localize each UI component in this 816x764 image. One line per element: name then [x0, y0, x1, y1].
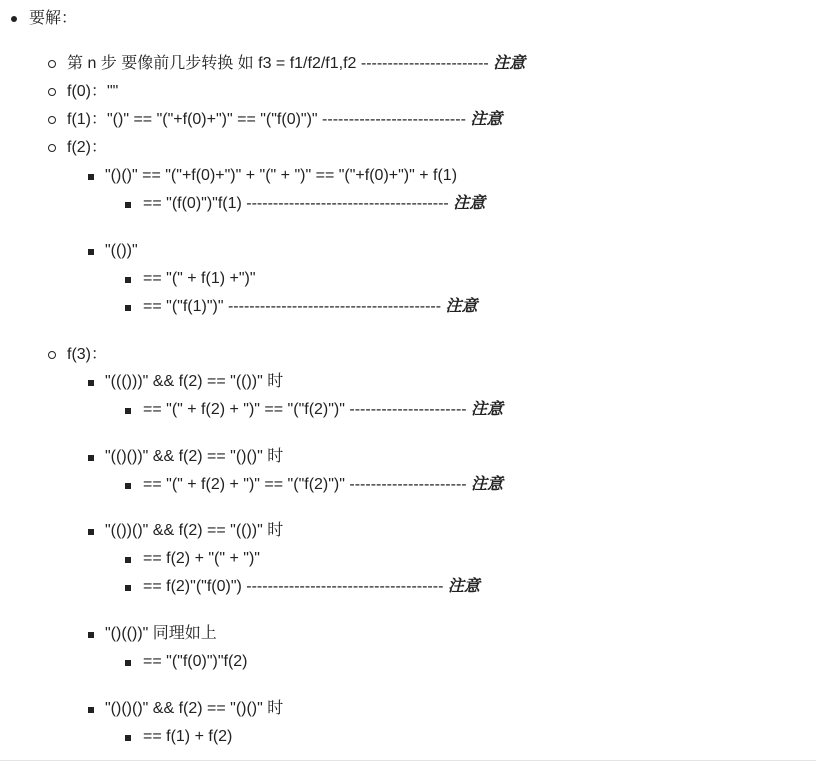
- line-text: == "(" + f(2) + ")" == "("f(2)")" ----------------------: [143, 476, 472, 493]
- square-bullet-icon: [125, 202, 131, 208]
- note-label: 注意: [447, 578, 480, 595]
- line-text: == "("f(1)")" ----------------------------------------: [143, 298, 446, 315]
- line-text: == f(1) + f(2): [143, 728, 233, 745]
- note-label: 注意: [471, 476, 504, 493]
- line-text: == "(f(0)")"f(1) --------------------------------------: [143, 195, 454, 212]
- divider: [0, 760, 816, 761]
- square-bullet-icon: [88, 174, 94, 180]
- line-text: "()()()" && f(2) == "()()" 时: [105, 700, 284, 717]
- circle-bullet-icon: [48, 144, 56, 152]
- line-text: == "(" + f(2) + ")" == "("f(2)")" ----------------------: [143, 401, 472, 418]
- square-bullet-icon: [125, 585, 131, 591]
- circle-bullet-icon: [48, 351, 56, 359]
- square-bullet-icon: [125, 305, 131, 311]
- note-label: 注意: [470, 111, 503, 128]
- note-label: 注意: [445, 298, 478, 315]
- list-item: [143, 400, 503, 420]
- line-text: f(2)：: [67, 139, 108, 156]
- list-item: [143, 194, 485, 214]
- line-text: == "(" + f(1) +")": [143, 270, 256, 287]
- list-item: [143, 297, 478, 317]
- line-text: == f(2)"("f(0)") -------------------------------------: [143, 578, 448, 595]
- list-item: [105, 624, 217, 644]
- line-text: f(1)："()" == "("+f(0)+")" == "("f(0)")" ---------------------------: [67, 111, 471, 128]
- list-item: [67, 54, 525, 74]
- square-bullet-icon: [88, 529, 94, 535]
- list-item: [67, 345, 107, 365]
- square-bullet-icon: [125, 277, 131, 283]
- note-label: 注意: [493, 55, 526, 72]
- line-text: == "("f(0)")"f(2): [143, 653, 248, 670]
- list-item: [105, 447, 283, 467]
- list-item: [105, 372, 283, 392]
- line-text: == f(2) + "(" + ")": [143, 550, 260, 567]
- list-item: [143, 577, 480, 597]
- circle-bullet-icon: [48, 116, 56, 124]
- line-text: "()()" == "("+f(0)+")" + "(" + ")" == "("+f(0)+")" + f(1): [105, 167, 458, 184]
- list-item: [105, 241, 138, 261]
- square-bullet-icon: [88, 455, 94, 461]
- list-item: [67, 82, 118, 102]
- list-item: [105, 166, 457, 186]
- list-item: [143, 549, 260, 569]
- line-text: "(())()" && f(2) == "(())" 时: [105, 522, 284, 539]
- list-item: [105, 699, 283, 719]
- line-text: "((()))" && f(2) == "(())" 时: [105, 373, 284, 390]
- line-text: f(0)："": [67, 83, 119, 100]
- list-item: [143, 269, 256, 289]
- heading-text: 要解：: [29, 10, 78, 27]
- square-bullet-icon: [125, 408, 131, 414]
- list-item: [67, 138, 107, 158]
- line-text: "(()())" && f(2) == "()()" 时: [105, 448, 284, 465]
- square-bullet-icon: [125, 483, 131, 489]
- square-bullet-icon: [125, 735, 131, 741]
- line-text: "()(())" 同理如上: [105, 625, 217, 642]
- line-text: "(())": [105, 242, 138, 259]
- line-text: 第 n 步 要像前几步转换 如 f3 = f1/f2/f1,f2 ------------------------: [67, 55, 494, 72]
- list-item: [67, 110, 502, 130]
- list-item: [143, 727, 232, 747]
- square-bullet-icon: [125, 557, 131, 563]
- note-label: 注意: [453, 195, 486, 212]
- list-item: [143, 652, 248, 672]
- square-bullet-icon: [88, 380, 94, 386]
- circle-bullet-icon: [48, 60, 56, 68]
- square-bullet-icon: [88, 632, 94, 638]
- line-text: f(3)：: [67, 346, 108, 363]
- square-bullet-icon: [88, 707, 94, 713]
- square-bullet-icon: [125, 660, 131, 666]
- disc-bullet-icon: [11, 16, 17, 22]
- note-label: 注意: [471, 401, 504, 418]
- list-item: [143, 475, 503, 495]
- circle-bullet-icon: [48, 88, 56, 96]
- list-item: [105, 521, 283, 541]
- square-bullet-icon: [88, 249, 94, 255]
